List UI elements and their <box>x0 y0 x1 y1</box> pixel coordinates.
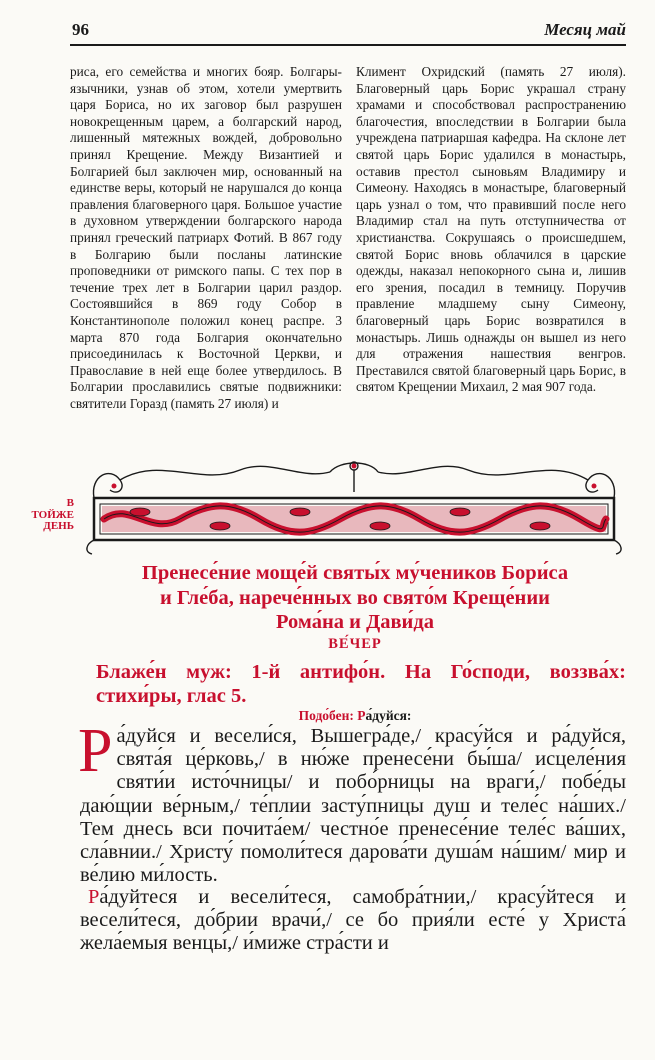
left-column-text: риса, его семейства и многих бояр. Болгары-язычники, узнав об этом, хотели умертвить царя Бориса, но их заговор был разрушен новокрещенным царем, а болгарский народ, лишенный мятежных вождей, добровольно принял Крещение. Между Византией и Болгарией был заключен мир, основанный на единстве веры, который не нарушался до конца правления благоверного царя. Большое участие в духовном утверждении болгарского народа принял греческий патриарх Фотий. В 867 году в Болгарию были посланы латинские проповедники от римского папы. С тех пор в течение трех лет в Болгарии царил раздор. Состоявшийся в 869 году Собор в Константинополе положил конец распре. 3 марта 870 года Болгария окончательно присоединилась к Восточной Церкви, и Православие в ней еще более утвердилось. В Болгарии прославились святые подвижники: святители Горазд (память 27 июля) и <box>70 64 342 411</box>
page-header <box>70 16 626 46</box>
right-column <box>356 64 626 396</box>
stichera-1 <box>78 717 626 887</box>
side-note <box>24 498 74 533</box>
running-title: Месяц май <box>544 20 626 39</box>
heading-antiphon: 1-й антифо́н. На Го́споди, воззва́х: стихи́ры, глас 5. <box>96 661 626 707</box>
feast-title-line: Пренесе́ние моще́й святы́х му́чеников Бори́са <box>141 562 569 584</box>
stichera-2-text: а́дуйтеся и весели́теся, самобра́тнии,/ красу́йтеся и весели́теся, до́брии врачи́,/ се бо прия́ли есте́ у Христа́ жела́емыя венцы́,/ и́миже стра́сти и <box>80 886 626 955</box>
right-column-text: Климент Охридский (память 27 июля). Благоверный царь Борис украшал страну храмами и способствовал распространению благочестия, впоследствии в Болгарии была учреждена патриаршая кафедра. На склоне лет святой царь Борис удалился в монастырь, оставив престол сыновьям Владимиру и Симеону. Находясь в монастыре, благоверный царь узнал о том, что правивший после него Владимир стал на путь отступничества от христианства. Сокрушаясь о происшедшем, святой Борис вновь облачился в царские одежды, наказал непокорного сына и, лишив его зрения, посадил в темницу. Поручив правление младшему сыну Симеону, благоверный царь Борис возвратился в монастырь. Лишь однажды он вышел из него для отражения нашествия венгров. Преставился святой благоверный царь Борис, в святом Крещении Михаил, 2 мая 907 года. <box>356 64 626 395</box>
ornamental-headpiece <box>80 456 630 556</box>
podoben-rest: а́дуйся: <box>365 708 412 723</box>
drop-cap: Р <box>78 717 113 785</box>
stichera-2 <box>80 886 626 956</box>
feast-title-line: и Гле́ба, нарече́нных во свято́м Креще́нии <box>160 586 550 609</box>
feast-title-line: Рома́на и Дави́да <box>276 611 434 633</box>
stichera-1-text: а́дуйся и весели́ся, Вышегра́де,/ красу́йся и ра́дуйся, свята́я це́рковь,/ в ню́же пренесе́ни бы́ша/ исцеле́ния святи́и исто́чницы/ и побо́рницы на враги́,/ побе́ды даю́щии ве́рным,/ те́плии засту́пницы душ и теле́с на́ших./ Тем днесь вси почита́ем/ честно́е пренесе́ние теле́с ва́ших, сла́внии./ Христу́ помоли́теся дарова́ти душа́м на́шим/ мир и ве́лию ми́лость. <box>80 725 626 887</box>
left-column <box>70 64 342 412</box>
podoben-line <box>80 708 630 724</box>
heading-blessed-man: Блаже́н муж: <box>96 661 232 683</box>
podoben-label: Подо́бен: <box>298 708 354 723</box>
side-note-line: В <box>66 497 74 509</box>
vespers-label: ВЕ́ЧЕР <box>328 636 382 652</box>
side-note-line: ТОЙЖЕ <box>31 508 74 521</box>
service-heading <box>96 660 626 708</box>
stichera-2-initial: Р <box>88 886 100 908</box>
side-note-line: ДЕНЬ <box>43 520 74 532</box>
page-number: 96 <box>72 20 89 39</box>
feast-title <box>80 561 630 635</box>
podoben-initial: Р <box>357 708 366 723</box>
